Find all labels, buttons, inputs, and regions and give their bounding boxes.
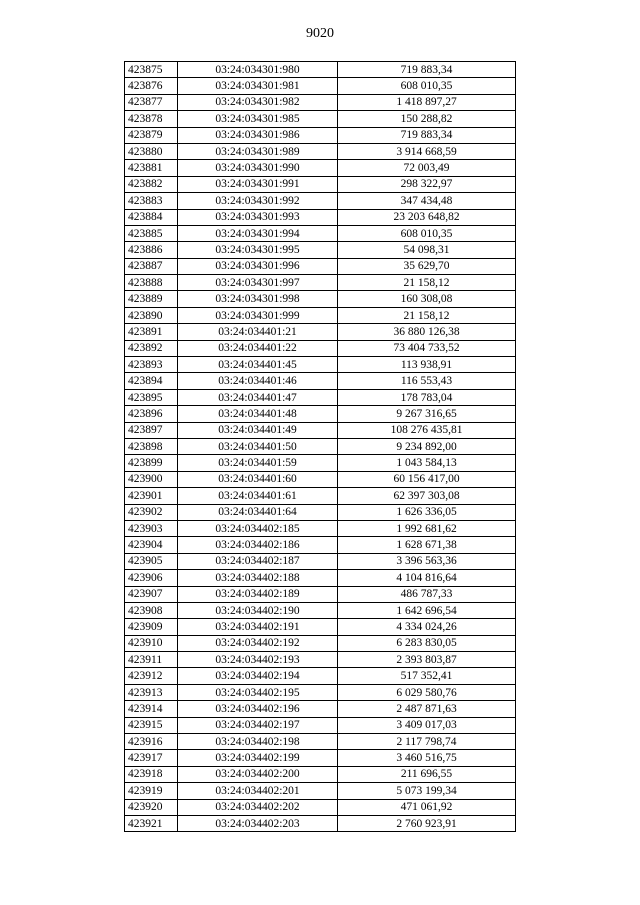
table-row xyxy=(125,62,516,78)
table-row xyxy=(125,717,516,733)
value-cell: 150 288,82 xyxy=(338,111,516,127)
value-cell: 2 393 803,87 xyxy=(338,652,516,668)
table-row xyxy=(125,602,516,618)
table-row xyxy=(125,225,516,241)
table-row xyxy=(125,701,516,717)
table-row xyxy=(125,78,516,94)
row-number-cell: 423895 xyxy=(125,389,178,405)
cadastral-number-cell: 03:24:034402:193 xyxy=(178,652,338,668)
row-number-cell: 423900 xyxy=(125,471,178,487)
value-cell: 1 043 584,13 xyxy=(338,455,516,471)
table-row xyxy=(125,570,516,586)
row-number-cell: 423898 xyxy=(125,438,178,454)
cadastral-number-cell: 03:24:034301:997 xyxy=(178,275,338,291)
row-number-cell: 423884 xyxy=(125,209,178,225)
value-cell: 608 010,35 xyxy=(338,78,516,94)
value-cell: 35 629,70 xyxy=(338,258,516,274)
cadastral-number-cell: 03:24:034401:61 xyxy=(178,488,338,504)
table-body xyxy=(125,62,516,832)
row-number-cell: 423881 xyxy=(125,160,178,176)
cadastral-number-cell: 03:24:034301:998 xyxy=(178,291,338,307)
row-number-cell: 423889 xyxy=(125,291,178,307)
row-number-cell: 423916 xyxy=(125,734,178,750)
table-row xyxy=(125,143,516,159)
value-cell: 4 334 024,26 xyxy=(338,619,516,635)
value-cell: 471 061,92 xyxy=(338,799,516,815)
table-row xyxy=(125,111,516,127)
value-cell: 108 276 435,81 xyxy=(338,422,516,438)
table-row xyxy=(125,504,516,520)
value-cell: 3 396 563,36 xyxy=(338,553,516,569)
cadastral-number-cell: 03:24:034402:201 xyxy=(178,783,338,799)
cadastral-number-cell: 03:24:034402:187 xyxy=(178,553,338,569)
table-row xyxy=(125,783,516,799)
value-cell: 486 787,33 xyxy=(338,586,516,602)
row-number-cell: 423904 xyxy=(125,537,178,553)
row-number-cell: 423908 xyxy=(125,602,178,618)
row-number-cell: 423902 xyxy=(125,504,178,520)
value-cell: 1 628 671,38 xyxy=(338,537,516,553)
table-row xyxy=(125,94,516,110)
value-cell: 3 460 516,75 xyxy=(338,750,516,766)
cadastral-number-cell: 03:24:034301:995 xyxy=(178,242,338,258)
value-cell: 9 234 892,00 xyxy=(338,438,516,454)
value-cell: 23 203 648,82 xyxy=(338,209,516,225)
cadastral-number-cell: 03:24:034402:202 xyxy=(178,799,338,815)
table-row xyxy=(125,652,516,668)
cadastral-number-cell: 03:24:034301:994 xyxy=(178,225,338,241)
row-number-cell: 423891 xyxy=(125,324,178,340)
cadastral-number-cell: 03:24:034401:60 xyxy=(178,471,338,487)
value-cell: 54 098,31 xyxy=(338,242,516,258)
row-number-cell: 423888 xyxy=(125,275,178,291)
cadastral-number-cell: 03:24:034401:21 xyxy=(178,324,338,340)
cadastral-number-cell: 03:24:034402:186 xyxy=(178,537,338,553)
table-row xyxy=(125,193,516,209)
row-number-cell: 423897 xyxy=(125,422,178,438)
row-number-cell: 423882 xyxy=(125,176,178,192)
value-cell: 9 267 316,65 xyxy=(338,406,516,422)
value-cell: 4 104 816,64 xyxy=(338,570,516,586)
value-cell: 21 158,12 xyxy=(338,275,516,291)
cadastral-number-cell: 03:24:034402:198 xyxy=(178,734,338,750)
row-number-cell: 423896 xyxy=(125,406,178,422)
table-row xyxy=(125,537,516,553)
row-number-cell: 423875 xyxy=(125,62,178,78)
cadastral-number-cell: 03:24:034401:22 xyxy=(178,340,338,356)
row-number-cell: 423877 xyxy=(125,94,178,110)
table-row xyxy=(125,340,516,356)
cadastral-number-cell: 03:24:034402:197 xyxy=(178,717,338,733)
row-number-cell: 423909 xyxy=(125,619,178,635)
row-number-cell: 423920 xyxy=(125,799,178,815)
cadastral-number-cell: 03:24:034301:999 xyxy=(178,307,338,323)
cadastral-number-cell: 03:24:034401:46 xyxy=(178,373,338,389)
row-number-cell: 423885 xyxy=(125,225,178,241)
cadastral-number-cell: 03:24:034402:196 xyxy=(178,701,338,717)
cadastral-number-cell: 03:24:034402:185 xyxy=(178,520,338,536)
row-number-cell: 423914 xyxy=(125,701,178,717)
table-row xyxy=(125,242,516,258)
row-number-cell: 423903 xyxy=(125,520,178,536)
cadastral-number-cell: 03:24:034402:199 xyxy=(178,750,338,766)
table-row xyxy=(125,438,516,454)
value-cell: 116 553,43 xyxy=(338,373,516,389)
value-cell: 1 418 897,27 xyxy=(338,94,516,110)
row-number-cell: 423917 xyxy=(125,750,178,766)
cadastral-number-cell: 03:24:034301:981 xyxy=(178,78,338,94)
table-row xyxy=(125,291,516,307)
row-number-cell: 423905 xyxy=(125,553,178,569)
table-row xyxy=(125,324,516,340)
cadastral-number-cell: 03:24:034402:190 xyxy=(178,602,338,618)
value-cell: 1 626 336,05 xyxy=(338,504,516,520)
table-row xyxy=(125,258,516,274)
value-cell: 608 010,35 xyxy=(338,225,516,241)
cadastral-number-cell: 03:24:034301:993 xyxy=(178,209,338,225)
row-number-cell: 423907 xyxy=(125,586,178,602)
table-row xyxy=(125,766,516,782)
value-cell: 6 283 830,05 xyxy=(338,635,516,651)
row-number-cell: 423887 xyxy=(125,258,178,274)
value-cell: 2 117 798,74 xyxy=(338,734,516,750)
cadastral-number-cell: 03:24:034401:64 xyxy=(178,504,338,520)
row-number-cell: 423913 xyxy=(125,684,178,700)
row-number-cell: 423911 xyxy=(125,652,178,668)
cadastral-number-cell: 03:24:034402:200 xyxy=(178,766,338,782)
value-cell: 73 404 733,52 xyxy=(338,340,516,356)
table-row xyxy=(125,619,516,635)
table-row xyxy=(125,635,516,651)
row-number-cell: 423899 xyxy=(125,455,178,471)
cadastral-number-cell: 03:24:034402:189 xyxy=(178,586,338,602)
cadastral-number-cell: 03:24:034402:203 xyxy=(178,815,338,831)
cadastral-number-cell: 03:24:034301:986 xyxy=(178,127,338,143)
row-number-cell: 423906 xyxy=(125,570,178,586)
table-row xyxy=(125,520,516,536)
table-row xyxy=(125,160,516,176)
row-number-cell: 423921 xyxy=(125,815,178,831)
table-row xyxy=(125,455,516,471)
row-number-cell: 423876 xyxy=(125,78,178,94)
cadastral-number-cell: 03:24:034401:50 xyxy=(178,438,338,454)
table-row xyxy=(125,389,516,405)
row-number-cell: 423901 xyxy=(125,488,178,504)
cadastral-number-cell: 03:24:034301:989 xyxy=(178,143,338,159)
cadastral-number-cell: 03:24:034301:982 xyxy=(178,94,338,110)
value-cell: 6 029 580,76 xyxy=(338,684,516,700)
value-cell: 211 696,55 xyxy=(338,766,516,782)
row-number-cell: 423886 xyxy=(125,242,178,258)
table-row xyxy=(125,799,516,815)
value-cell: 160 308,08 xyxy=(338,291,516,307)
table-row xyxy=(125,553,516,569)
cadastral-number-cell: 03:24:034401:45 xyxy=(178,357,338,373)
registry-table xyxy=(124,61,516,832)
value-cell: 1 642 696,54 xyxy=(338,602,516,618)
value-cell: 21 158,12 xyxy=(338,307,516,323)
value-cell: 62 397 303,08 xyxy=(338,488,516,504)
value-cell: 3 409 017,03 xyxy=(338,717,516,733)
row-number-cell: 423883 xyxy=(125,193,178,209)
row-number-cell: 423890 xyxy=(125,307,178,323)
value-cell: 60 156 417,00 xyxy=(338,471,516,487)
table-row xyxy=(125,815,516,831)
row-number-cell: 423915 xyxy=(125,717,178,733)
value-cell: 178 783,04 xyxy=(338,389,516,405)
table-row xyxy=(125,488,516,504)
cadastral-number-cell: 03:24:034301:980 xyxy=(178,62,338,78)
table-row xyxy=(125,275,516,291)
value-cell: 1 992 681,62 xyxy=(338,520,516,536)
value-cell: 517 352,41 xyxy=(338,668,516,684)
table-row xyxy=(125,422,516,438)
cadastral-number-cell: 03:24:034402:192 xyxy=(178,635,338,651)
table-row xyxy=(125,406,516,422)
value-cell: 298 322,97 xyxy=(338,176,516,192)
table-row xyxy=(125,176,516,192)
table-row xyxy=(125,209,516,225)
cadastral-number-cell: 03:24:034401:49 xyxy=(178,422,338,438)
cadastral-number-cell: 03:24:034402:194 xyxy=(178,668,338,684)
table-row xyxy=(125,373,516,389)
value-cell: 36 880 126,38 xyxy=(338,324,516,340)
table-row xyxy=(125,357,516,373)
cadastral-number-cell: 03:24:034401:48 xyxy=(178,406,338,422)
value-cell: 2 760 923,91 xyxy=(338,815,516,831)
table-row xyxy=(125,471,516,487)
row-number-cell: 423894 xyxy=(125,373,178,389)
row-number-cell: 423910 xyxy=(125,635,178,651)
cadastral-number-cell: 03:24:034402:188 xyxy=(178,570,338,586)
table-row xyxy=(125,734,516,750)
value-cell: 5 073 199,34 xyxy=(338,783,516,799)
table-row xyxy=(125,668,516,684)
cadastral-number-cell: 03:24:034301:992 xyxy=(178,193,338,209)
table-row xyxy=(125,586,516,602)
value-cell: 3 914 668,59 xyxy=(338,143,516,159)
row-number-cell: 423919 xyxy=(125,783,178,799)
row-number-cell: 423880 xyxy=(125,143,178,159)
table-row xyxy=(125,750,516,766)
cadastral-number-cell: 03:24:034301:996 xyxy=(178,258,338,274)
row-number-cell: 423893 xyxy=(125,357,178,373)
row-number-cell: 423878 xyxy=(125,111,178,127)
value-cell: 719 883,34 xyxy=(338,127,516,143)
row-number-cell: 423892 xyxy=(125,340,178,356)
cadastral-number-cell: 03:24:034301:990 xyxy=(178,160,338,176)
cadastral-number-cell: 03:24:034402:191 xyxy=(178,619,338,635)
row-number-cell: 423879 xyxy=(125,127,178,143)
value-cell: 719 883,34 xyxy=(338,62,516,78)
value-cell: 113 938,91 xyxy=(338,357,516,373)
value-cell: 2 487 871,63 xyxy=(338,701,516,717)
cadastral-number-cell: 03:24:034301:991 xyxy=(178,176,338,192)
cadastral-number-cell: 03:24:034301:985 xyxy=(178,111,338,127)
table-row xyxy=(125,307,516,323)
table-row xyxy=(125,127,516,143)
cadastral-number-cell: 03:24:034401:47 xyxy=(178,389,338,405)
row-number-cell: 423912 xyxy=(125,668,178,684)
cadastral-number-cell: 03:24:034402:195 xyxy=(178,684,338,700)
cadastral-number-cell: 03:24:034401:59 xyxy=(178,455,338,471)
table-row xyxy=(125,684,516,700)
page-number: 9020 xyxy=(306,26,334,41)
row-number-cell: 423918 xyxy=(125,766,178,782)
value-cell: 72 003,49 xyxy=(338,160,516,176)
value-cell: 347 434,48 xyxy=(338,193,516,209)
